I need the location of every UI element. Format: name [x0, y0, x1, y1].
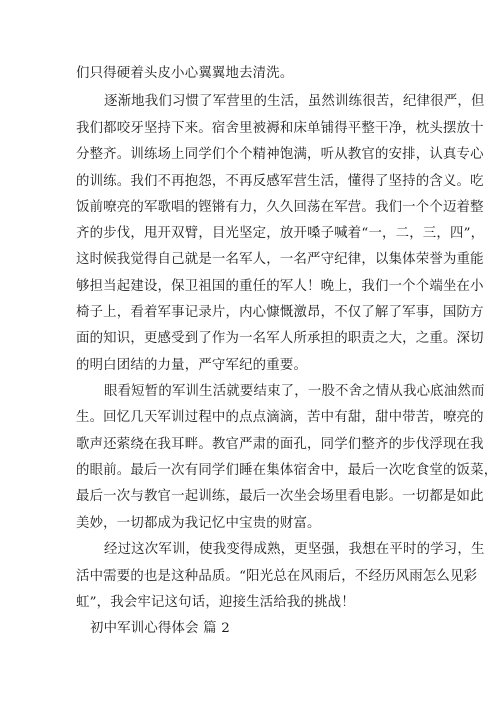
paragraph-3-line-2: 活中需要的也是这种品质。“阳光总在风雨后，不经历风雨怎么见彩 [76, 569, 478, 584]
paragraph-1-line-2: 我们都咬牙坚持下来。宿舍里被褥和床单铺得平整干净，枕头摆放十 [76, 121, 484, 136]
paragraph-2-line-1: 眼看短暂的军训生活就要结束了，一股不舍之情从我心底油然而 [104, 384, 485, 399]
paragraph-1-line-6: 齐的步伐，甩开双臂，目光坚定，放开嗓子喊着“一，二，三，四”， [76, 226, 485, 241]
paragraph-3-line-1: 经过这次军训，使我变得成熟，更坚强，我想在平时的学习，生 [104, 542, 485, 557]
paragraph-2-line-4: 的眼前。最后一次有同学们睡在集体宿舍中，最后一次吃食堂的饭菜， [76, 463, 498, 478]
section-heading: 初中军训心得体会 篇 2 [90, 621, 230, 636]
paragraph-1-line-9: 椅子上，看着军事记录片，内心慷慨激昂，不仅了解了军事，国防方 [76, 305, 484, 320]
paragraph-1-line-4: 的训练。我们不再抱怨，不再反感军营生活，懂得了坚持的含义。吃 [76, 174, 484, 189]
paragraph-1-line-11: 的明白团结的力量，严守军纪的重要。 [76, 358, 308, 373]
paragraph-2-line-5: 最后一次与教官一起训练，最后一次坐会场里看电影。一切都是如此 [76, 489, 484, 504]
paragraph-3-line-3: 虹”，我会牢记这句话，迎接生活给我的挑战！ [76, 595, 355, 610]
paragraph-1-line-1: 逐渐地我们习惯了军营里的生活，虽然训练很苦，纪律很严，但 [104, 94, 485, 109]
paragraph-2-line-6: 美妙，一切都成为我记忆中宝贵的财富。 [76, 516, 321, 531]
paragraph-1-line-5: 饭前嘹亮的军歌唱的铿锵有力，久久回荡在军营。我们一个个迈着整 [76, 200, 484, 215]
paragraph-1-line-8: 够担当起建设，保卫祖国的重任的军人！晚上，我们一个个端坐在小 [76, 279, 484, 294]
paragraph-1-line-7: 这时候我觉得自己就是一名军人，一名严守纪律，以集体荣誉为重能 [76, 252, 484, 267]
text-line-1: 们只得硬着头皮小心翼翼地去清洗。 [76, 66, 294, 81]
paragraph-2-line-3: 歌声还萦绕在我耳畔。教官严肃的面孔，同学们整齐的步伐浮现在我 [76, 437, 484, 452]
paragraph-2-line-2: 生。回忆几天军训过程中的点点滴滴，苦中有甜，甜中带苦，嘹亮的 [76, 410, 484, 425]
paragraph-1-line-10: 面的知识，更感受到了作为一名军人所承担的职责之大，之重。深切 [76, 331, 484, 346]
paragraph-1-line-3: 分整齐。训练场上同学们个个精神饱满，听从教官的安排，认真专心 [76, 147, 484, 162]
